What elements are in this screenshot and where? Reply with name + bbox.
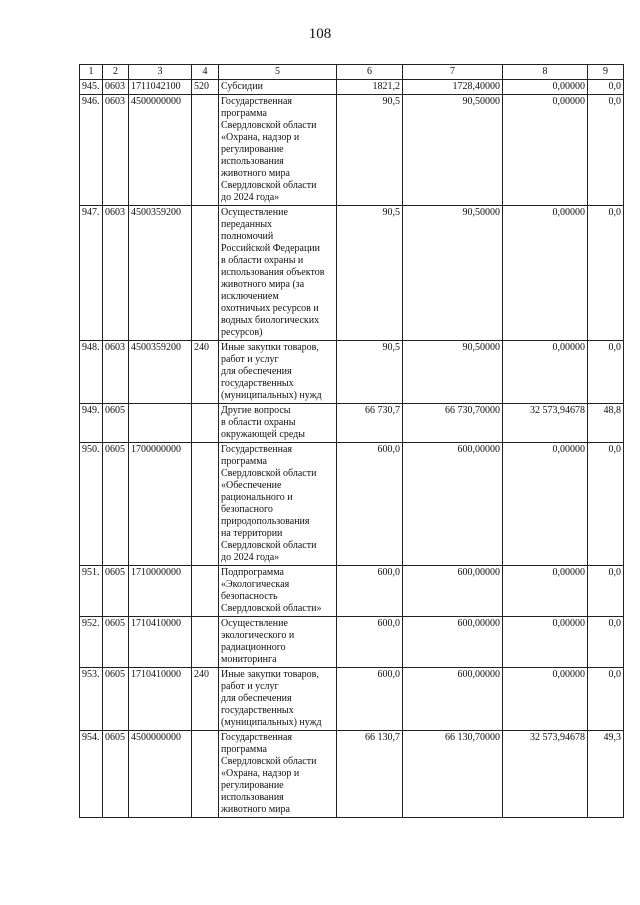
- item-name-line: Осуществление: [221, 618, 288, 629]
- percent-col-9: 48,8: [588, 404, 624, 443]
- item-name-line: Свердловской области: [221, 756, 317, 767]
- percent-col-9: 0,0: [588, 206, 624, 341]
- expense-type-code: [192, 617, 219, 668]
- amount-col-6: 90,5: [337, 95, 403, 206]
- item-name: [219, 668, 337, 731]
- item-name-line: Другие вопросы: [221, 405, 291, 416]
- item-name-line: (муниципальных) нужд: [221, 390, 322, 401]
- item-name-line: экологического и: [221, 630, 295, 641]
- expense-type-code: [192, 404, 219, 443]
- expense-type-code: [192, 443, 219, 566]
- row-number: 948.: [80, 341, 103, 404]
- item-name-line: Свердловской области»: [221, 603, 322, 614]
- column-header: 2: [103, 65, 129, 80]
- section-code: 0605: [103, 404, 129, 443]
- amount-col-7: 600,00000: [403, 443, 503, 566]
- amount-col-8: 0,00000: [503, 566, 588, 617]
- page-number: 108: [308, 26, 332, 42]
- item-name: [219, 80, 337, 95]
- item-name-line: рационального и: [221, 492, 293, 503]
- item-name-line: животного мира: [221, 804, 290, 815]
- amount-col-7: 90,50000: [403, 95, 503, 206]
- amount-col-6: 66 130,7: [337, 731, 403, 818]
- item-name-line: до 2024 года»: [221, 552, 280, 563]
- amount-col-6: 90,5: [337, 206, 403, 341]
- percent-col-9: 0,0: [588, 443, 624, 566]
- amount-col-8: 0,00000: [503, 95, 588, 206]
- section-code: 0605: [103, 668, 129, 731]
- expense-type-code: [192, 566, 219, 617]
- target-code: 1710410000: [129, 668, 192, 731]
- target-code: 4500000000: [129, 731, 192, 818]
- amount-col-8: 0,00000: [503, 80, 588, 95]
- amount-col-7: 90,50000: [403, 206, 503, 341]
- section-code: 0603: [103, 80, 129, 95]
- item-name-line: работ и услуг: [221, 681, 279, 692]
- table-row: [80, 80, 624, 95]
- item-name: [219, 566, 337, 617]
- percent-col-9: 49,3: [588, 731, 624, 818]
- item-name: [219, 404, 337, 443]
- target-code: 4500359200: [129, 206, 192, 341]
- item-name-line: регулирование: [221, 780, 284, 791]
- column-header: 4: [192, 65, 219, 80]
- amount-col-7: 66 730,70000: [403, 404, 503, 443]
- section-code: 0605: [103, 731, 129, 818]
- expense-type-code: 240: [192, 668, 219, 731]
- item-name-line: Подпрограмма: [221, 567, 284, 578]
- item-name-line: переданных: [221, 219, 273, 230]
- item-name-line: охотничьих ресурсов и: [221, 303, 319, 314]
- item-name-line: работ и услуг: [221, 354, 279, 365]
- item-name-line: до 2024 года»: [221, 192, 280, 203]
- table-row: [80, 443, 624, 566]
- amount-col-7: 90,50000: [403, 341, 503, 404]
- amount-col-6: 66 730,7: [337, 404, 403, 443]
- amount-col-7: 66 130,70000: [403, 731, 503, 818]
- row-number: 947.: [80, 206, 103, 341]
- item-name-line: животного мира: [221, 168, 290, 179]
- item-name-line: окружающей среды: [221, 429, 305, 440]
- column-header: 5: [219, 65, 337, 80]
- percent-col-9: 0,0: [588, 617, 624, 668]
- column-header: 1: [80, 65, 103, 80]
- amount-col-6: 1821,2: [337, 80, 403, 95]
- item-name-line: программа: [221, 108, 267, 119]
- section-code: 0603: [103, 95, 129, 206]
- percent-col-9: 0,0: [588, 566, 624, 617]
- item-name-line: государственных: [221, 378, 294, 389]
- item-name-line: ресурсов): [221, 327, 263, 338]
- item-name-line: исключением: [221, 291, 279, 302]
- item-name-line: Свердловской области: [221, 468, 317, 479]
- table-row: [80, 731, 624, 818]
- amount-col-6: 600,0: [337, 668, 403, 731]
- amount-col-6: 600,0: [337, 443, 403, 566]
- item-name-line: Иные закупки товаров,: [221, 669, 319, 680]
- column-header: 8: [503, 65, 588, 80]
- item-name-line: программа: [221, 744, 267, 755]
- row-number: 951.: [80, 566, 103, 617]
- amount-col-6: 600,0: [337, 566, 403, 617]
- item-name-line: Субсидии: [221, 81, 263, 92]
- column-header: 6: [337, 65, 403, 80]
- item-name-line: Государственная: [221, 444, 293, 455]
- target-code: 1711042100: [129, 80, 192, 95]
- item-name-line: «Охрана, надзор и: [221, 768, 300, 779]
- target-code: 4500359200: [129, 341, 192, 404]
- row-number: 945.: [80, 80, 103, 95]
- section-code: 0605: [103, 566, 129, 617]
- item-name-line: Свердловской области: [221, 180, 317, 191]
- item-name-line: в области охраны и: [221, 255, 304, 266]
- row-number: 946.: [80, 95, 103, 206]
- item-name: [219, 341, 337, 404]
- amount-col-7: 600,00000: [403, 668, 503, 731]
- item-name-line: безопасность: [221, 591, 278, 602]
- expense-type-code: [192, 731, 219, 818]
- target-code: 1700000000: [129, 443, 192, 566]
- amount-col-8: 0,00000: [503, 206, 588, 341]
- row-number: 950.: [80, 443, 103, 566]
- percent-col-9: 0,0: [588, 341, 624, 404]
- item-name-line: для обеспечения: [221, 366, 292, 377]
- table-row: [80, 566, 624, 617]
- item-name-line: использования: [221, 792, 284, 803]
- item-name-line: «Экологическая: [221, 579, 290, 590]
- item-name-line: водных биологических: [221, 315, 320, 326]
- table-row: [80, 95, 624, 206]
- expense-type-code: [192, 206, 219, 341]
- amount-col-7: 1728,40000: [403, 80, 503, 95]
- item-name: [219, 95, 337, 206]
- item-name-line: на территории: [221, 528, 283, 539]
- section-code: 0605: [103, 617, 129, 668]
- section-code: 0605: [103, 443, 129, 566]
- expense-type-code: 240: [192, 341, 219, 404]
- table-row: [80, 206, 624, 341]
- table-header-row: [80, 65, 624, 80]
- expense-type-code: [192, 95, 219, 206]
- amount-col-7: 600,00000: [403, 566, 503, 617]
- table-row: [80, 668, 624, 731]
- item-name-line: в области охраны: [221, 417, 296, 428]
- item-name-line: для обеспечения: [221, 693, 292, 704]
- table-row: [80, 341, 624, 404]
- table-row: [80, 404, 624, 443]
- item-name-line: полномочий: [221, 231, 274, 242]
- item-name-line: «Обеспечение: [221, 480, 282, 491]
- item-name-line: животного мира (за: [221, 279, 305, 290]
- item-name-line: (муниципальных) нужд: [221, 717, 322, 728]
- item-name-line: государственных: [221, 705, 294, 716]
- item-name-line: использования объектов: [221, 267, 325, 278]
- target-code: 1710410000: [129, 617, 192, 668]
- item-name-line: Свердловской области: [221, 120, 317, 131]
- item-name-line: «Охрана, надзор и: [221, 132, 300, 143]
- section-code: 0603: [103, 341, 129, 404]
- item-name-line: программа: [221, 456, 267, 467]
- row-number: 954.: [80, 731, 103, 818]
- item-name-line: Государственная: [221, 732, 293, 743]
- amount-col-8: 32 573,94678: [503, 731, 588, 818]
- row-number: 949.: [80, 404, 103, 443]
- item-name-line: Государственная: [221, 96, 293, 107]
- column-header: 7: [403, 65, 503, 80]
- target-code: [129, 404, 192, 443]
- target-code: 4500000000: [129, 95, 192, 206]
- item-name-line: мониторинга: [221, 654, 277, 665]
- percent-col-9: 0,0: [588, 95, 624, 206]
- amount-col-8: 0,00000: [503, 443, 588, 566]
- amount-col-8: 32 573,94678: [503, 404, 588, 443]
- item-name: [219, 206, 337, 341]
- item-name-line: Свердловской области: [221, 540, 317, 551]
- amount-col-8: 0,00000: [503, 341, 588, 404]
- item-name-line: Иные закупки товаров,: [221, 342, 319, 353]
- item-name: [219, 731, 337, 818]
- row-number: 953.: [80, 668, 103, 731]
- column-header: 9: [588, 65, 624, 80]
- amount-col-8: 0,00000: [503, 617, 588, 668]
- table-row: [80, 617, 624, 668]
- percent-col-9: 0,0: [588, 668, 624, 731]
- target-code: 1710000000: [129, 566, 192, 617]
- item-name-line: безопасного: [221, 504, 273, 515]
- amount-col-6: 600,0: [337, 617, 403, 668]
- column-header: 3: [129, 65, 192, 80]
- item-name-line: Российской Федерации: [221, 243, 321, 254]
- amount-col-7: 600,00000: [403, 617, 503, 668]
- percent-col-9: 0,0: [588, 80, 624, 95]
- item-name: [219, 443, 337, 566]
- item-name-line: радиационного: [221, 642, 286, 653]
- row-number: 952.: [80, 617, 103, 668]
- item-name-line: регулирование: [221, 144, 284, 155]
- section-code: 0603: [103, 206, 129, 341]
- budget-table: [79, 64, 624, 818]
- amount-col-8: 0,00000: [503, 668, 588, 731]
- item-name: [219, 617, 337, 668]
- item-name-line: использования: [221, 156, 284, 167]
- item-name-line: Осуществление: [221, 207, 288, 218]
- expense-type-code: 520: [192, 80, 219, 95]
- amount-col-6: 90,5: [337, 341, 403, 404]
- item-name-line: природопользования: [221, 516, 310, 527]
